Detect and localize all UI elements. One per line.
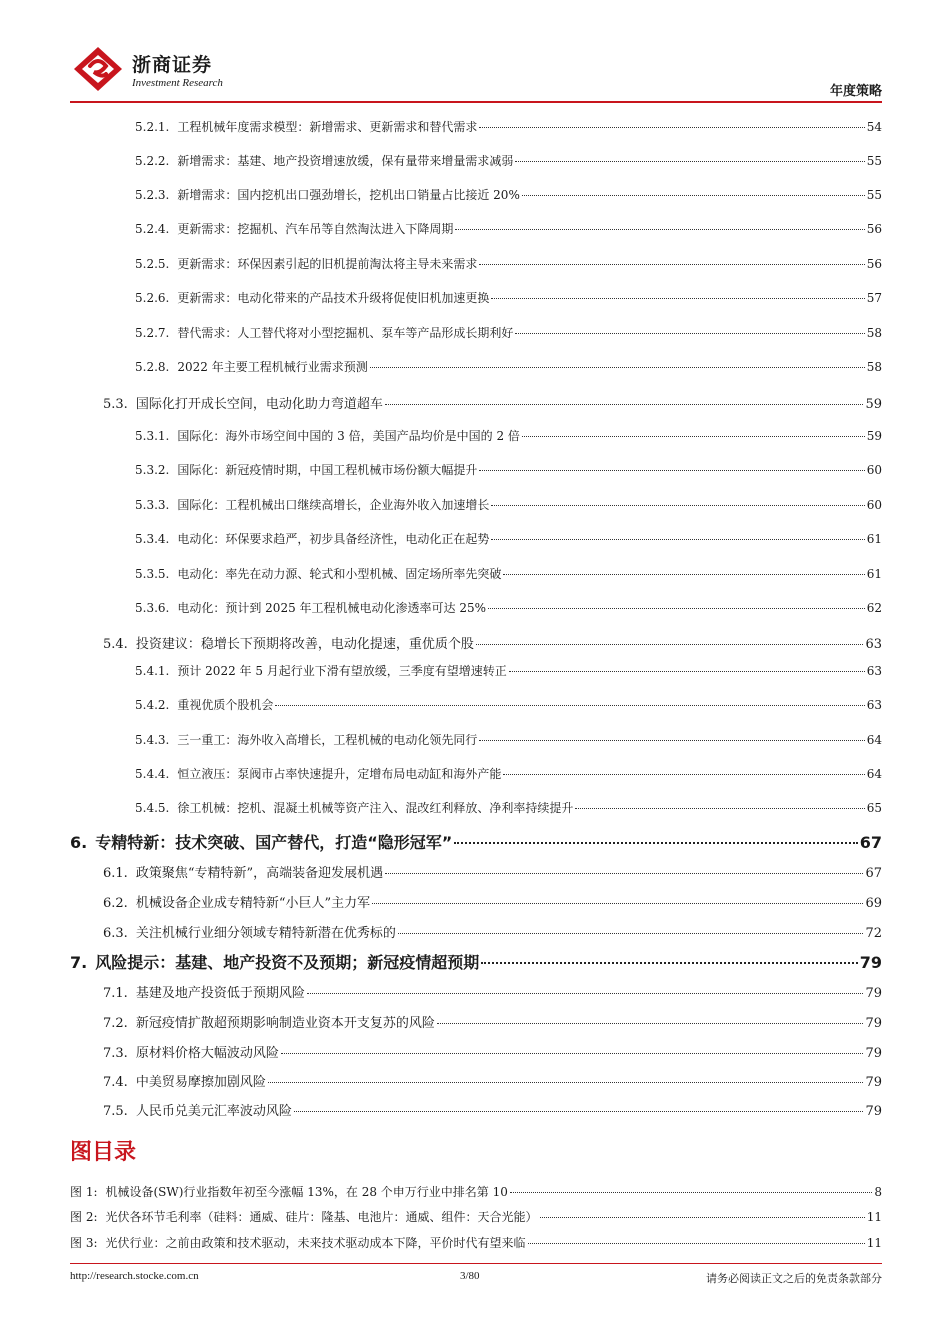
leader-dots: [491, 539, 864, 540]
toc-entry-title: 更新需求：挖掘机、汽车吊等自然淘汰进入下降周期: [177, 222, 454, 236]
toc-entry-number: 5.3.1.: [135, 429, 170, 443]
toc-entry-title: 电动化：率先在动力源、轮式和小型机械、固定场所率先突破: [177, 567, 502, 581]
figure-number: 图 3:: [70, 1236, 98, 1250]
leader-dots: [503, 574, 864, 575]
leader-dots: [385, 404, 864, 405]
toc-entry-page: 63: [865, 637, 882, 652]
toc-entry-page: 59: [866, 429, 882, 443]
toc-entry[interactable]: [135, 765, 882, 782]
footer-disclaimer: 请务必阅读正文之后的免责条款部分: [706, 1272, 882, 1285]
toc-entry-title: 基建及地产投资低于预期风险: [135, 986, 305, 1001]
leader-dots: [372, 903, 863, 904]
toc-entry[interactable]: [135, 731, 882, 748]
toc-entry-page: 79: [865, 1046, 882, 1061]
toc-entry-number: 6.2.: [103, 896, 128, 911]
toc-entry[interactable]: [135, 461, 882, 478]
leader-dots: [385, 873, 863, 874]
toc-entry-number: 5.4.5.: [135, 801, 170, 815]
toc-entry[interactable]: [135, 289, 882, 306]
leader-dots: [488, 608, 865, 609]
toc-entry-page: 58: [866, 360, 882, 374]
page-number: 3/80: [460, 1270, 480, 1282]
toc-entry-number: 5.3.5.: [135, 567, 170, 581]
toc-entry-title: 专精特新：技术突破、国产替代，打造“隐形冠军”: [95, 833, 453, 852]
toc-entry-number: 5.3.4.: [135, 532, 170, 546]
toc-entry-title: 机械设备企业成专精特新“小巨人”主力军: [135, 896, 371, 911]
figure-page: 8: [874, 1185, 882, 1199]
toc-entry-page: 64: [866, 767, 882, 781]
toc-entry[interactable]: [103, 1012, 882, 1031]
toc-entry[interactable]: [135, 255, 882, 272]
toc-entry-page: 63: [866, 698, 882, 712]
toc-entry[interactable]: [103, 862, 882, 881]
leader-dots: [503, 774, 864, 775]
toc-entry[interactable]: [135, 186, 882, 203]
report-type: 年度策略: [829, 84, 882, 99]
toc-entry-page: 61: [866, 532, 882, 546]
leader-dots: [528, 1243, 865, 1244]
company-logo-icon: [70, 44, 126, 94]
figure-number: 图 2:: [70, 1210, 98, 1224]
leader-dots: [455, 229, 864, 230]
toc-entry[interactable]: [135, 152, 882, 169]
toc-entry-number: 7.1.: [103, 986, 128, 1001]
toc-entry-title: 中美贸易摩擦加剧风险: [135, 1075, 266, 1090]
toc-entry-page: 58: [866, 326, 882, 340]
figure-title: 光伏各环节毛利率（硅料：通威、硅片：隆基、电池片：通威、组件：天合光能）: [105, 1210, 538, 1224]
toc-entry-page: 60: [866, 463, 882, 477]
toc-entry[interactable]: [135, 496, 882, 513]
toc-entry-page: 56: [866, 257, 882, 271]
toc-entry-page: 65: [866, 801, 882, 815]
leader-dots: [268, 1082, 864, 1083]
toc-entry-number: 5.2.3.: [135, 188, 170, 202]
leader-dots: [491, 505, 864, 506]
leader-dots: [307, 993, 864, 994]
toc-entry-page: 79: [865, 1075, 882, 1090]
leader-dots: [479, 264, 864, 265]
toc-entry[interactable]: [135, 530, 882, 547]
toc-entry-number: 5.4.2.: [135, 698, 170, 712]
toc-entry-title: 投资建议：稳增长下预期将改善，电动化提速，重优质个股: [135, 637, 474, 652]
footer-divider: [70, 1263, 882, 1264]
leader-dots: [281, 1053, 864, 1054]
toc-entry-page: 55: [866, 154, 882, 168]
toc-entry[interactable]: [103, 922, 882, 941]
toc-entry-number: 7.2.: [103, 1016, 128, 1031]
figure-page: 11: [866, 1210, 882, 1224]
toc-entry-number: 6.1.: [103, 866, 128, 881]
toc-entry[interactable]: [103, 1042, 882, 1061]
toc-entry-number: 6.3.: [103, 926, 128, 941]
toc-entry[interactable]: [103, 1071, 882, 1090]
figure-entry[interactable]: [70, 1183, 882, 1200]
leader-dots: [522, 436, 865, 437]
toc-entry[interactable]: [135, 565, 882, 582]
figures-heading: 图目录: [70, 1140, 137, 1165]
toc-entry-number: 5.2.4.: [135, 222, 170, 236]
toc-entry[interactable]: [135, 662, 882, 679]
toc-entry-number: 5.4.: [103, 637, 128, 652]
toc-entry-page: 61: [866, 567, 882, 581]
toc-entry[interactable]: [135, 118, 882, 135]
toc-entry-title: 关注机械行业细分领域专精特新潜在优秀标的: [135, 926, 396, 941]
toc-entry-number: 7.4.: [103, 1075, 128, 1090]
toc-entry[interactable]: [135, 799, 882, 816]
toc-chapter[interactable]: [70, 950, 882, 973]
footer-url[interactable]: http://research.stocke.com.cn: [70, 1270, 199, 1282]
leader-dots: [509, 671, 865, 672]
toc-entry-number: 5.3.3.: [135, 498, 170, 512]
toc-entry-page: 67: [865, 866, 882, 881]
toc-entry-title: 国际化打开成长空间，电动化助力弯道超车: [135, 397, 383, 412]
toc-entry-title: 更新需求：环保因素引起的旧机提前淘汰将主导未来需求: [177, 257, 478, 271]
toc-entry[interactable]: [135, 358, 882, 375]
toc-entry-title: 恒立液压：泵阀市占率快速提升，定增布局电动缸和海外产能: [177, 767, 502, 781]
page-header: [0, 0, 950, 105]
toc-entry-title: 预计 2022 年 5 月起行业下滑有望放缓，三季度有望增速转正: [177, 664, 507, 678]
leader-dots: [476, 644, 864, 645]
toc-entry-page: 64: [866, 733, 882, 747]
toc-entry-number: 5.2.8.: [135, 360, 170, 374]
toc-entry-title: 徐工机械：挖机、混凝土机械等资产注入、混改红利释放、净利率持续提升: [177, 801, 574, 815]
leader-dots: [398, 933, 864, 934]
toc-entry-title: 重视优质个股机会: [177, 698, 274, 712]
leader-dots: [454, 842, 857, 844]
toc-entry-title: 新增需求：国内挖机出口强劲增长，挖机出口销量占比接近 20%: [177, 188, 520, 202]
toc-entry-number: 5.4.4.: [135, 767, 170, 781]
toc-entry[interactable]: [103, 633, 882, 652]
toc-entry-title: 三一重工：海外收入高增长，工程机械的电动化领先同行: [177, 733, 478, 747]
toc-entry-page: 54: [866, 120, 882, 134]
leader-dots: [481, 962, 858, 964]
toc-entry-title: 原材料价格大幅波动风险: [135, 1046, 279, 1061]
toc-entry-title: 工程机械年度需求模型：新增需求、更新需求和替代需求: [177, 120, 478, 134]
toc-entry[interactable]: [135, 696, 882, 713]
leader-dots: [540, 1217, 865, 1218]
toc-entry[interactable]: [103, 1100, 882, 1119]
toc-entry-number: 7.: [70, 953, 88, 972]
toc-entry-page: 72: [865, 926, 882, 941]
figure-title: 机械设备(SW)行业指数年初至今涨幅 13%，在 28 个申万行业中排名第 10: [105, 1185, 508, 1199]
toc-entry-number: 7.5.: [103, 1104, 128, 1119]
leader-dots: [275, 705, 864, 706]
toc-entry-page: 55: [866, 188, 882, 202]
toc-entry-page: 79: [865, 1104, 882, 1119]
toc-entry-number: 5.4.3.: [135, 733, 170, 747]
toc-entry[interactable]: [135, 427, 882, 444]
toc-entry-title: 更新需求：电动化带来的产品技术升级将促使旧机加速更换: [177, 291, 490, 305]
toc-entry-number: 6.: [70, 833, 88, 852]
toc-entry[interactable]: [103, 892, 882, 911]
leader-dots: [491, 298, 864, 299]
toc-entry-page: 59: [865, 397, 882, 412]
toc-entry-page: 57: [866, 291, 882, 305]
figure-number: 图 1:: [70, 1185, 98, 1199]
toc-entry-number: 5.2.5.: [135, 257, 170, 271]
header-divider: [70, 101, 882, 103]
brand-subtitle: Investment Research: [132, 77, 223, 89]
leader-dots: [479, 470, 864, 471]
toc-entry-number: 5.3.2.: [135, 463, 170, 477]
toc-entry-title: 新增需求：基建、地产投资增速放缓，保有量带来增量需求减弱: [177, 154, 514, 168]
leader-dots: [479, 127, 864, 128]
toc-entry[interactable]: [135, 220, 882, 237]
toc-entry-number: 5.3.6.: [135, 601, 170, 615]
toc-entry-title: 电动化：预计到 2025 年工程机械电动化渗透率可达 25%: [177, 601, 487, 615]
leader-dots: [510, 1192, 872, 1193]
figure-page: 11: [866, 1236, 882, 1250]
toc-entry-page: 79: [859, 953, 882, 972]
toc-entry-title: 人民币兑美元汇率波动风险: [135, 1104, 292, 1119]
figure-title: 光伏行业：之前由政策和技术驱动，未来技术驱动成本下降，平价时代有望来临: [105, 1236, 526, 1250]
toc-entry-page: 67: [859, 833, 882, 852]
toc-entry-page: 79: [865, 1016, 882, 1031]
toc-entry-title: 电动化：环保要求趋严，初步具备经济性，电动化正在起势: [177, 532, 490, 546]
toc-entry-number: 5.2.6.: [135, 291, 170, 305]
toc-entry-page: 69: [865, 896, 882, 911]
leader-dots: [515, 161, 864, 162]
toc-entry-number: 5.2.1.: [135, 120, 170, 134]
toc-entry-number: 5.4.1.: [135, 664, 170, 678]
toc-entry-title: 国际化：工程机械出口继续高增长，企业海外收入加速增长: [177, 498, 490, 512]
toc-entry-title: 国际化：海外市场空间中国的 3 倍，美国产品均价是中国的 2 倍: [177, 429, 520, 443]
leader-dots: [370, 367, 865, 368]
toc-entry-title: 替代需求：人工替代将对小型挖掘机、泵车等产品形成长期利好: [177, 326, 514, 340]
toc-entry-page: 63: [866, 664, 882, 678]
leader-dots: [515, 333, 864, 334]
toc-entry-number: 7.3.: [103, 1046, 128, 1061]
figure-entry[interactable]: [70, 1234, 882, 1251]
leader-dots: [437, 1023, 864, 1024]
brand-name: 浙商证券: [132, 54, 213, 76]
toc-entry[interactable]: [135, 599, 882, 616]
toc-entry-title: 2022 年主要工程机械行业需求预测: [177, 360, 368, 374]
toc-entry[interactable]: [103, 393, 882, 412]
toc-entry-page: 60: [866, 498, 882, 512]
toc-entry-page: 62: [866, 601, 882, 615]
toc-entry-number: 5.3.: [103, 397, 128, 412]
toc-entry-title: 新冠疫情扩散超预期影响制造业资本开支复苏的风险: [135, 1016, 435, 1031]
toc-entry-page: 56: [866, 222, 882, 236]
toc-entry-number: 5.2.2.: [135, 154, 170, 168]
leader-dots: [575, 808, 864, 809]
toc-entry-page: 79: [865, 986, 882, 1001]
toc-entry-title: 政策聚焦“专精特新”，高端装备迎发展机遇: [135, 866, 384, 881]
leader-dots: [522, 195, 865, 196]
toc-entry[interactable]: [135, 324, 882, 341]
leader-dots: [479, 740, 864, 741]
toc-entry-number: 5.2.7.: [135, 326, 170, 340]
toc-entry-title: 国际化：新冠疫情时期，中国工程机械市场份额大幅提升: [177, 463, 478, 477]
toc-entry-title: 风险提示：基建、地产投资不及预期；新冠疫情超预期: [95, 953, 480, 972]
toc-chapter[interactable]: [70, 830, 882, 853]
figure-entry[interactable]: [70, 1208, 882, 1225]
leader-dots: [294, 1111, 864, 1112]
toc-entry[interactable]: [103, 982, 882, 1001]
